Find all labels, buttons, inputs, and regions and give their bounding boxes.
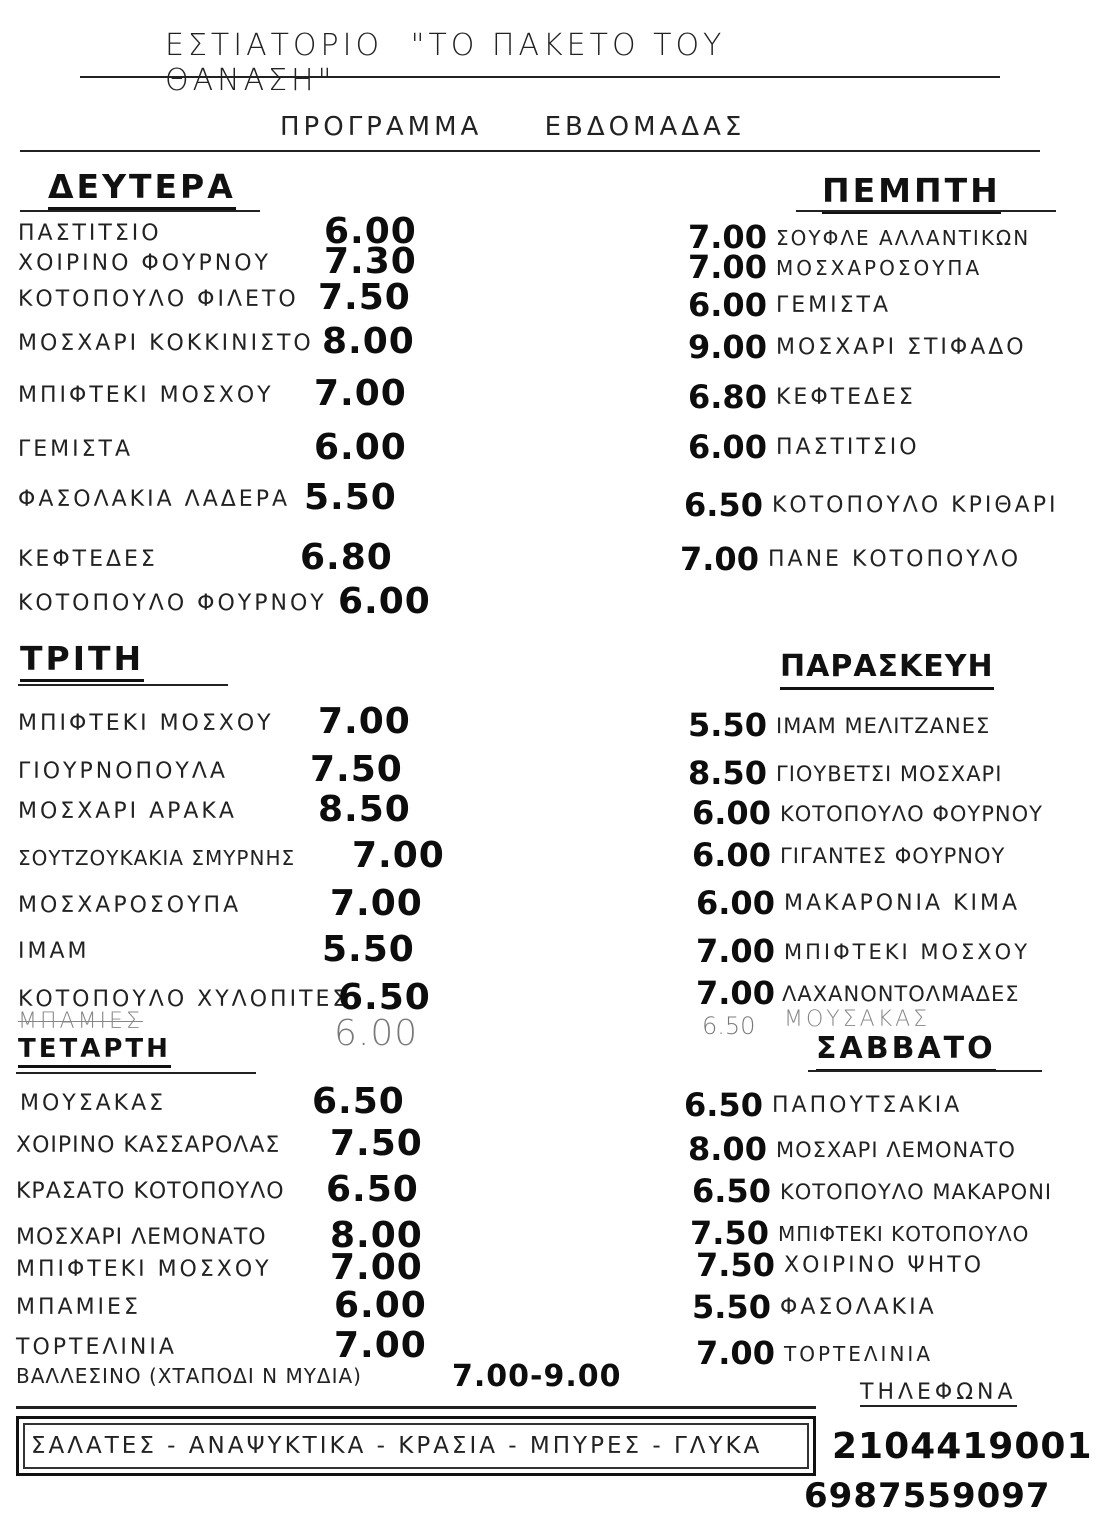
dish-name: ΤΟΡΤΕΛΙΝΙΑ bbox=[784, 1342, 933, 1366]
dish-price: 6.80 bbox=[688, 378, 767, 416]
dish-price: 7.50 bbox=[318, 277, 411, 318]
dish-name: ΧΟΙΡΙΝΟ ΨΗΤΟ bbox=[784, 1253, 985, 1278]
menu-item bbox=[692, 830, 1119, 874]
dish-price: 7.00 bbox=[696, 932, 775, 970]
menu-item bbox=[688, 322, 1118, 366]
menu-item bbox=[688, 372, 1118, 416]
dish-price: 7.00 bbox=[330, 1247, 423, 1288]
dish-name: ΚΕΦΤΕΔΕΣ bbox=[18, 547, 158, 572]
dish-name: ΓΙΟΥΒΕΤΣΙ ΜΟΣΧΑΡΙ bbox=[776, 762, 1003, 786]
menu-item bbox=[688, 280, 1118, 324]
dish-price: 5.50 bbox=[322, 929, 415, 970]
dish-name: ΜΟΣΧΑΡΙ ΚΟΚΚΙΝΙΣΤΟ bbox=[18, 331, 314, 356]
day-heading-saturday: ΣΑΒΒΑΤΟ bbox=[816, 1030, 996, 1072]
dish-name: ΧΟΙΡΙΝΟ ΦΟΥΡΝΟΥ bbox=[18, 251, 271, 276]
dish-name: ΜΠΙΦΤΕΚΙ ΜΟΣΧΟΥ bbox=[16, 1257, 272, 1282]
dish-price: 6.00 bbox=[324, 211, 417, 252]
dish-name: ΙΜΑΜ bbox=[18, 939, 90, 964]
dish-name: ΜΟΣΧΑΡΟΣΟΥΠΑ bbox=[776, 256, 983, 280]
menu-item bbox=[688, 748, 1118, 792]
dish-price: 9.00 bbox=[688, 328, 767, 366]
tuesday-rule bbox=[18, 684, 228, 686]
dish-name: ΠΑΠΟΥΤΣΑΚΙΑ bbox=[772, 1093, 963, 1118]
dish-name: ΚΕΦΤΕΔΕΣ bbox=[776, 385, 916, 410]
dish-price: 8.00 bbox=[688, 1130, 767, 1168]
dish-price: 6.80 bbox=[300, 537, 393, 578]
menu-item bbox=[696, 1328, 1119, 1372]
dish-price: 6.00 bbox=[338, 581, 431, 622]
menu-item bbox=[18, 318, 438, 362]
restaurant-prefix: ΕΣΤΙΑΤΟΡΙΟ bbox=[165, 28, 384, 63]
dish-price: 6.50 bbox=[326, 1169, 419, 1210]
dish-name: ΜΟΣΧΑΡΙ ΣΤΙΦΑΔΟ bbox=[776, 335, 1027, 360]
program-word-1: ΠΡΟΓΡΑΜΜΑ bbox=[280, 112, 483, 142]
restaurant-title bbox=[165, 28, 885, 98]
dish-name: ΚΡΑΣΑΤΟ ΚΟΤΟΠΟΥΛΟ bbox=[16, 1179, 285, 1204]
dish-price: 6.00 bbox=[696, 884, 775, 922]
dish-price: 8.00 bbox=[322, 321, 415, 362]
menu-item bbox=[18, 424, 438, 468]
dish-name: ΚΟΤΟΠΟΥΛΟ ΚΡΙΘΑΡΙ bbox=[772, 493, 1059, 518]
wednesday-rule bbox=[16, 1072, 256, 1074]
day-heading-wednesday: ΤΕΤΑΡΤΗ bbox=[18, 1034, 171, 1068]
dish-name: ΚΟΤΟΠΟΥΛΟ ΜΑΚΑΡΟΝΙ bbox=[780, 1180, 1053, 1204]
dish-name: ΜΠΑΜΙΕΣ bbox=[16, 1295, 141, 1320]
dish-name: ΙΜΑΜ ΜΕΛΙΤΖΑΝΕΣ bbox=[776, 714, 991, 738]
dish-name: ΠΑΣΤΙΤΣΙΟ bbox=[18, 221, 162, 246]
dish-price: 7.00 bbox=[688, 248, 767, 286]
dish-name: ΦΑΣΟΛΑΚΙΑ ΛΑΔΕΡΑ bbox=[18, 487, 291, 512]
footer-rule bbox=[16, 1406, 816, 1409]
menu-item bbox=[684, 1080, 1114, 1124]
dish-name: ΜΟΣΧΑΡΟΣΟΥΠΑ bbox=[18, 893, 242, 918]
dish-price: 7.50 bbox=[696, 1246, 775, 1284]
dish-name: ΜΠΙΦΤΕΚΙ ΜΟΣΧΟΥ bbox=[18, 711, 274, 736]
dish-price: 7.00 bbox=[352, 835, 445, 876]
menu-item bbox=[692, 1282, 1119, 1326]
dish-price: 7.00 bbox=[330, 883, 423, 924]
dish-price: 6.00 bbox=[688, 428, 767, 466]
day-heading-monday: ΔΕΥΤΕΡΑ bbox=[48, 168, 236, 210]
dish-price: 6.50 bbox=[338, 977, 431, 1018]
menu-item bbox=[18, 698, 458, 742]
menu-item bbox=[696, 1240, 1119, 1284]
dish-price: 7.30 bbox=[324, 241, 417, 282]
dish-name: ΓΙΓΑΝΤΕΣ ΦΟΥΡΝΟΥ bbox=[780, 844, 1006, 868]
menu-item bbox=[18, 474, 438, 518]
dish-price: 7.00 bbox=[680, 540, 759, 578]
menu-item bbox=[696, 926, 1119, 970]
dish-price: 6.50 bbox=[312, 1081, 405, 1122]
menu-item bbox=[18, 534, 438, 578]
dish-price: 7.50 bbox=[690, 1214, 769, 1252]
menu-item bbox=[18, 274, 438, 318]
dish-name: ΓΙΟΥΡΝΟΠΟΥΛΑ bbox=[18, 759, 228, 784]
dish-price: 7.00 bbox=[334, 1325, 427, 1366]
restaurant-name: "ΤΟ ΠΑΚΕΤΟ ΤΟΥ ΘΑΝΑΣΗ" bbox=[165, 28, 726, 98]
dish-price: 6.50 bbox=[684, 486, 763, 524]
dish-price: 6.50 bbox=[692, 1172, 771, 1210]
dish-name: ΣΟΥΦΛΕ ΑΛΛΑΝΤΙΚΩΝ bbox=[776, 226, 1031, 250]
dish-price: 6.00 bbox=[314, 427, 407, 468]
phones-label: ΤΗΛΕΦΩΝΑ bbox=[860, 1380, 1017, 1405]
dish-name: ΠΑΣΤΙΤΣΙΟ bbox=[776, 435, 920, 460]
dish-name: ΜΟΥΣΑΚΑΣ bbox=[784, 1007, 931, 1032]
dish-price: 8.00 bbox=[330, 1215, 423, 1256]
dish-name: ΚΟΤΟΠΟΥΛΟ ΦΟΥΡΝΟΥ bbox=[18, 591, 327, 616]
dish-price: 7.00-9.00 bbox=[452, 1359, 622, 1394]
menu-item bbox=[688, 1124, 1118, 1168]
dish-name: ΜΠΑΜΙΕΣ bbox=[18, 1009, 143, 1034]
menu-item bbox=[18, 578, 438, 622]
dish-name: ΛΑΧΑΝΟΝΤΟΛΜΑΔΕΣ bbox=[782, 982, 1020, 1006]
menu-item bbox=[18, 880, 458, 924]
phone-number-1: 2104419001 bbox=[832, 1426, 1093, 1467]
day-heading-tuesday: ΤΡΙΤΗ bbox=[20, 640, 144, 682]
dish-price: 7.00 bbox=[696, 974, 775, 1012]
dish-name: ΚΟΤΟΠΟΥΛΟ ΦΟΥΡΝΟΥ bbox=[780, 802, 1043, 826]
extras-text: ΣΑΛΑΤΕΣ - ΑΝΑΨΥΚΤΙΚΑ - ΚΡΑΣΙΑ - ΜΠΥΡΕΣ - ΓΛΥΚΑ bbox=[31, 1433, 763, 1459]
dish-price: 6.00 bbox=[334, 1285, 427, 1326]
weekly-program-title bbox=[280, 112, 745, 142]
dish-name: ΜΟΣΧΑΡΙ ΑΡΑΚΑ bbox=[18, 799, 237, 824]
menu-item bbox=[18, 370, 438, 414]
dish-name: ΓΕΜΙΣΤΑ bbox=[776, 293, 892, 318]
menu-item bbox=[688, 700, 1118, 744]
menu-item bbox=[18, 746, 458, 790]
dish-name: ΒΑΛΛΕΣΙΝΟ (ΧΤΑΠΟΔΙ Ν ΜΥΔΙΑ) bbox=[16, 1364, 362, 1388]
menu-item bbox=[20, 1078, 460, 1122]
dish-name: ΜΠΙΦΤΕΚΙ ΜΟΣΧΟΥ bbox=[784, 940, 1031, 964]
menu-item bbox=[692, 1166, 1119, 1210]
menu-item bbox=[16, 1120, 456, 1164]
title-underline bbox=[80, 76, 1000, 78]
day-heading-thursday: ΠΕΜΠΤΗ bbox=[822, 172, 1001, 214]
dish-price: 6.00 bbox=[688, 286, 767, 324]
phone-number-2: 6987559097 bbox=[804, 1476, 1051, 1516]
dish-name: ΓΕΜΙΣΤΑ bbox=[18, 437, 134, 462]
menu-item bbox=[16, 1166, 456, 1210]
dish-price: 5.50 bbox=[692, 1288, 771, 1326]
dish-name: ΜΠΙΦΤΕΚΙ ΜΟΣΧΟΥ bbox=[18, 383, 274, 408]
menu-item bbox=[688, 422, 1118, 466]
dish-price: 6.50 bbox=[702, 1012, 756, 1040]
dish-price: 6.00 bbox=[692, 836, 771, 874]
day-heading-friday: ΠΑΡΑΣΚΕΥΗ bbox=[780, 648, 994, 690]
dish-name: ΠΑΝΕ ΚΟΤΟΠΟΥΛΟ bbox=[768, 547, 1022, 572]
menu-item bbox=[18, 786, 458, 830]
dish-name: ΧΟΙΡΙΝΟ ΚΑΣΣΑΡΟΛΑΣ bbox=[16, 1133, 281, 1158]
dish-name: ΜΑΚΑΡΟΝΙΑ ΚΙΜΑ bbox=[784, 891, 1021, 916]
dish-name: ΜΟΥΣΑΚΑΣ bbox=[20, 1091, 167, 1116]
menu-item bbox=[680, 534, 1110, 578]
dish-name: ΣΟΥΤΖΟΥΚΑΚΙΑ ΣΜΥΡΝΗΣ bbox=[18, 846, 296, 870]
menu-item bbox=[16, 1350, 622, 1394]
dish-name: ΜΟΣΧΑΡΙ ΛΕΜΟΝΑΤΟ bbox=[16, 1225, 267, 1250]
dish-name: ΚΟΤΟΠΟΥΛΟ ΧΥΛΟΠΙΤΕΣ bbox=[18, 987, 350, 1012]
dish-name: ΦΑΣΟΛΑΚΙΑ bbox=[780, 1295, 937, 1320]
program-word-2: ΕΒΔΟΜΑΔΑΣ bbox=[544, 112, 746, 142]
dish-name: ΚΟΤΟΠΟΥΛΟ ΦΙΛΕΤΟ bbox=[18, 287, 299, 312]
dish-price: 5.50 bbox=[688, 706, 767, 744]
dish-price: 7.50 bbox=[330, 1123, 423, 1164]
dish-name: ΜΟΣΧΑΡΙ ΛΕΜΟΝΑΤΟ bbox=[776, 1138, 1016, 1162]
dish-price: 8.50 bbox=[688, 754, 767, 792]
dish-price: 8.50 bbox=[318, 789, 411, 830]
dish-price: 7.00 bbox=[318, 701, 411, 742]
saturday-rule bbox=[808, 1070, 1042, 1072]
menu-item bbox=[696, 878, 1119, 922]
extras-box bbox=[16, 1416, 816, 1476]
menu-item bbox=[18, 926, 458, 970]
subtitle-underline bbox=[20, 150, 1040, 152]
dish-price: 6.00 bbox=[334, 1013, 419, 1054]
dish-price: 7.00 bbox=[688, 218, 767, 256]
menu-item bbox=[692, 788, 1119, 832]
dish-price: 5.50 bbox=[304, 477, 397, 518]
menu-item bbox=[18, 832, 458, 876]
dish-price: 7.00 bbox=[314, 373, 407, 414]
dish-name: ΜΠΙΦΤΕΚΙ ΚΟΤΟΠΟΥΛΟ bbox=[778, 1222, 1030, 1246]
menu-item bbox=[684, 480, 1114, 524]
dish-name: ΤΟΡΤΕΛΙΝΙΑ bbox=[16, 1335, 177, 1360]
dish-price: 6.00 bbox=[692, 794, 771, 832]
menu-item bbox=[16, 1282, 456, 1326]
dish-price: 7.00 bbox=[696, 1334, 775, 1372]
dish-price: 7.50 bbox=[310, 749, 403, 790]
dish-price: 6.50 bbox=[684, 1086, 763, 1124]
